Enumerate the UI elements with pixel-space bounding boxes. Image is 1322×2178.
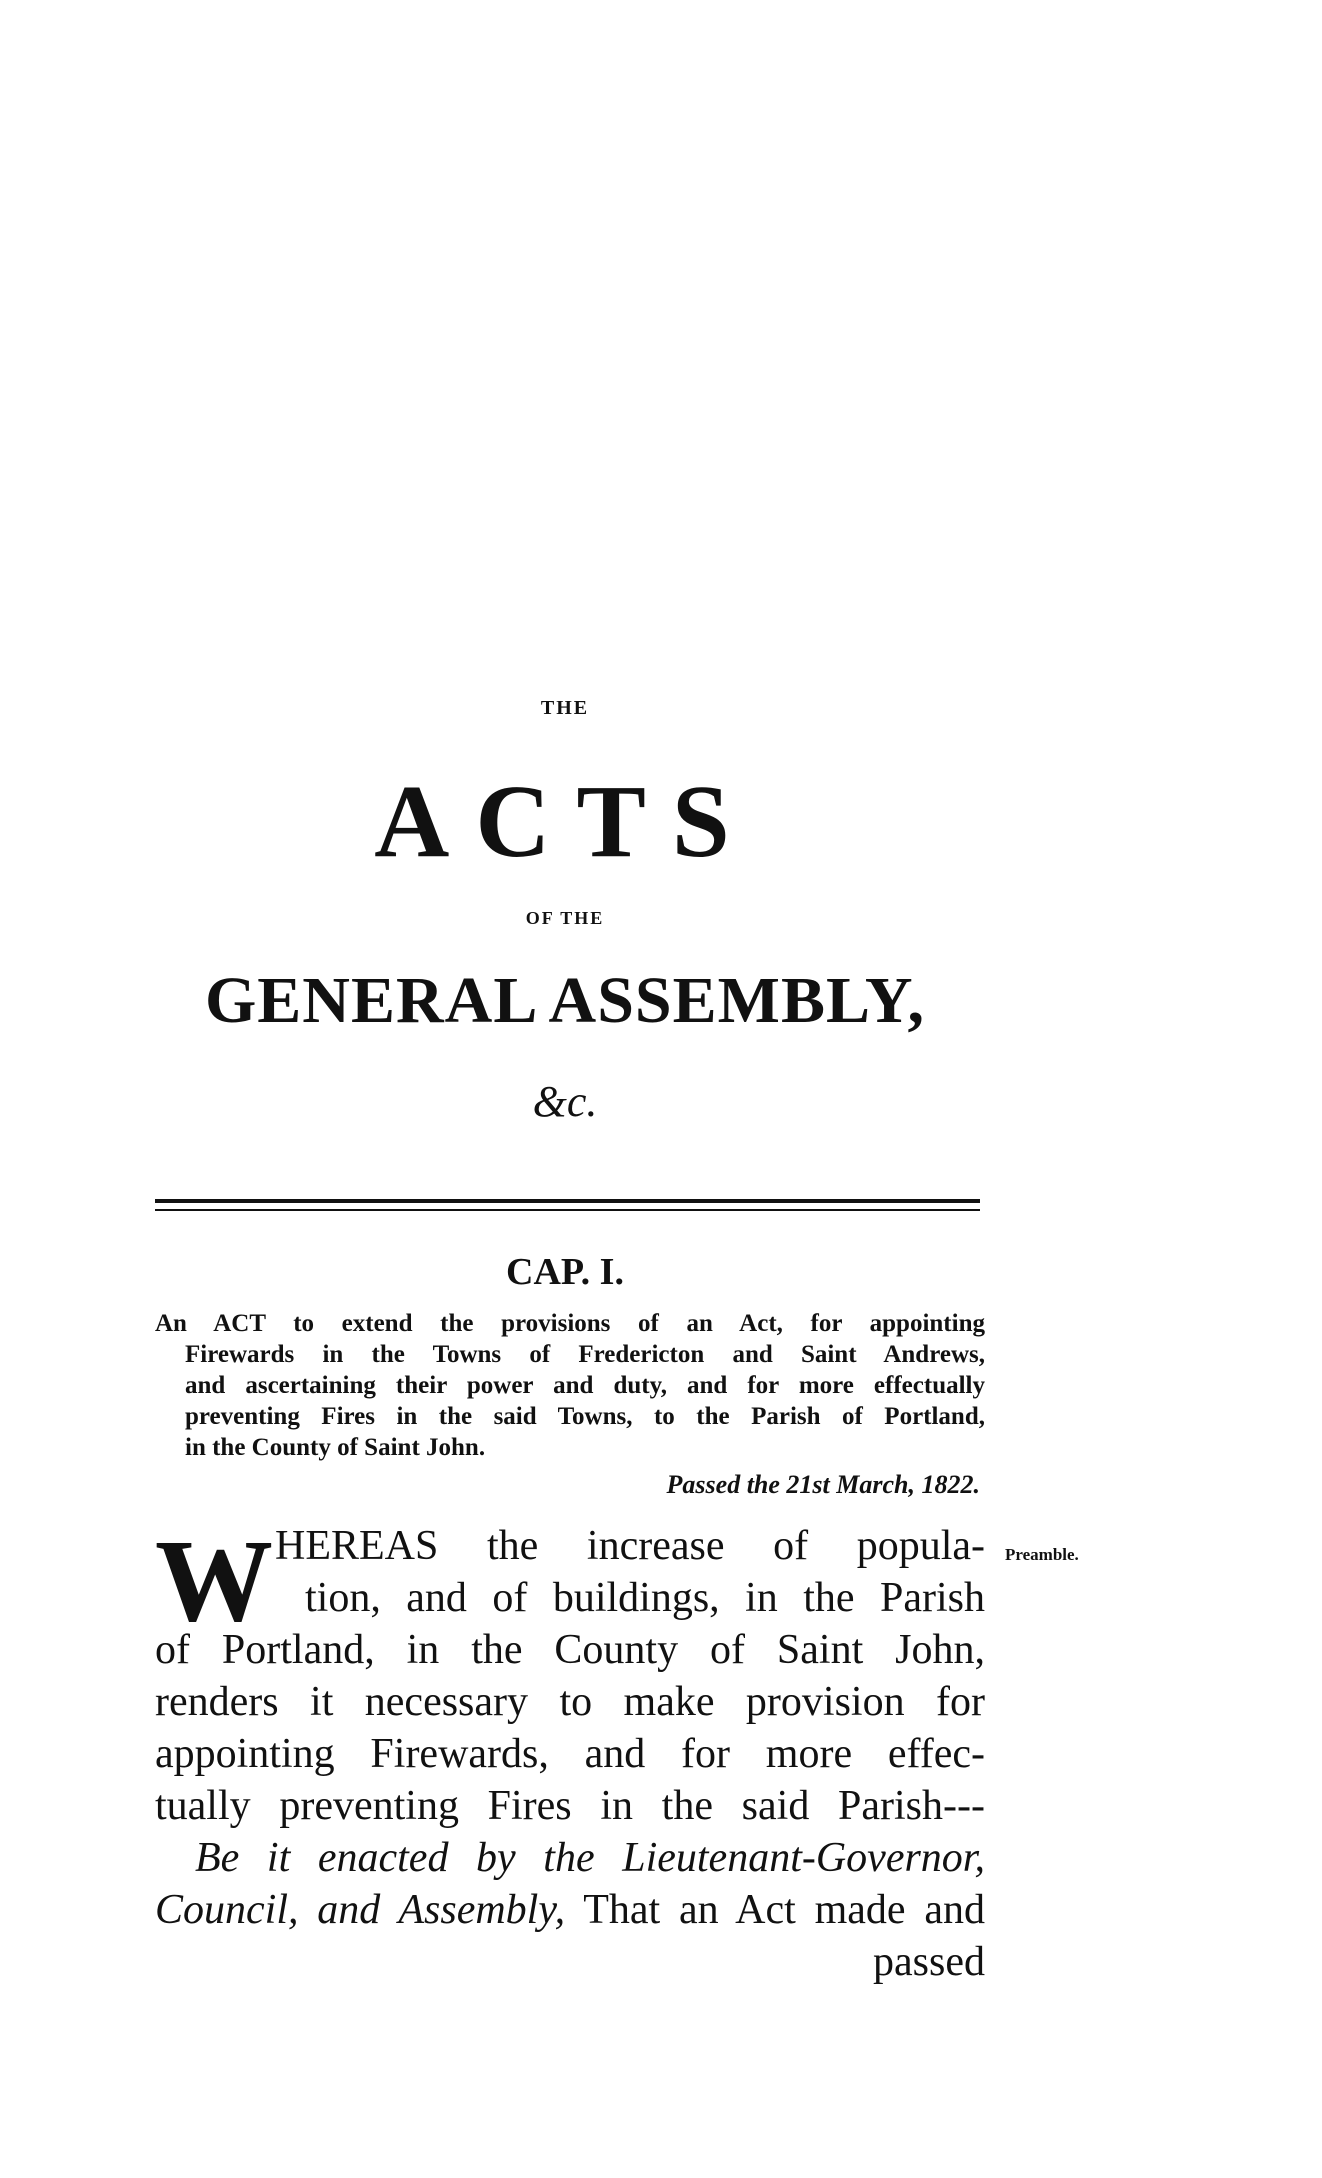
act-title-line: An ACT to extend the provisions of an Act, for appointing — [155, 1310, 985, 1337]
body-line: of Portland, in the County of Saint John, — [155, 1627, 985, 1673]
body-line: tion, and of buildings, in the Parish — [305, 1575, 985, 1621]
body-line: HEREAS the increase of popula- — [275, 1523, 985, 1569]
act-title — [155, 1308, 985, 1463]
passed-date: Passed the 21st March, 1822. — [666, 1470, 980, 1499]
heading-general-assembly: GENERAL ASSEMBLY, — [204, 964, 926, 1037]
heading-etc: &c. — [532, 1077, 598, 1126]
body-italic-phrase: Council, and Assembly, — [155, 1887, 566, 1933]
chapter-heading: CAP. I. — [506, 1251, 624, 1293]
act-title-line: Firewards in the Towns of Fredericton and Saint Andrews, — [185, 1341, 985, 1368]
body-phrase: That an Act made and — [565, 1887, 985, 1933]
heading-of-the: OF THE — [525, 908, 605, 928]
act-title-line: preventing Fires in the said Towns, to the Parish of Portland, — [185, 1403, 985, 1430]
drop-cap: W — [155, 1515, 273, 1646]
double-rule-bottom — [155, 1209, 980, 1211]
body-line: renders it necessary to make provision for — [155, 1679, 985, 1725]
body-line: appointing Firewards, and for more effec- — [155, 1731, 985, 1777]
margin-note-preamble: Preamble. — [1005, 1545, 1079, 1564]
act-title-line: and ascertaining their power and duty, and for more effectually — [185, 1372, 985, 1399]
body-line: Be it enacted by the Lieutenant-Governor, — [195, 1835, 985, 1881]
heading-the: THE — [540, 697, 590, 719]
body-line-8 — [155, 1884, 985, 1936]
body-line: tually preventing Fires in the said Parish--- — [155, 1783, 985, 1829]
double-rule-top — [155, 1199, 980, 1203]
act-body — [155, 1515, 985, 1988]
heading-acts: ACTS — [374, 764, 756, 879]
act-title-line: in the County of Saint John. — [185, 1434, 486, 1461]
catchword: passed — [873, 1939, 985, 1985]
